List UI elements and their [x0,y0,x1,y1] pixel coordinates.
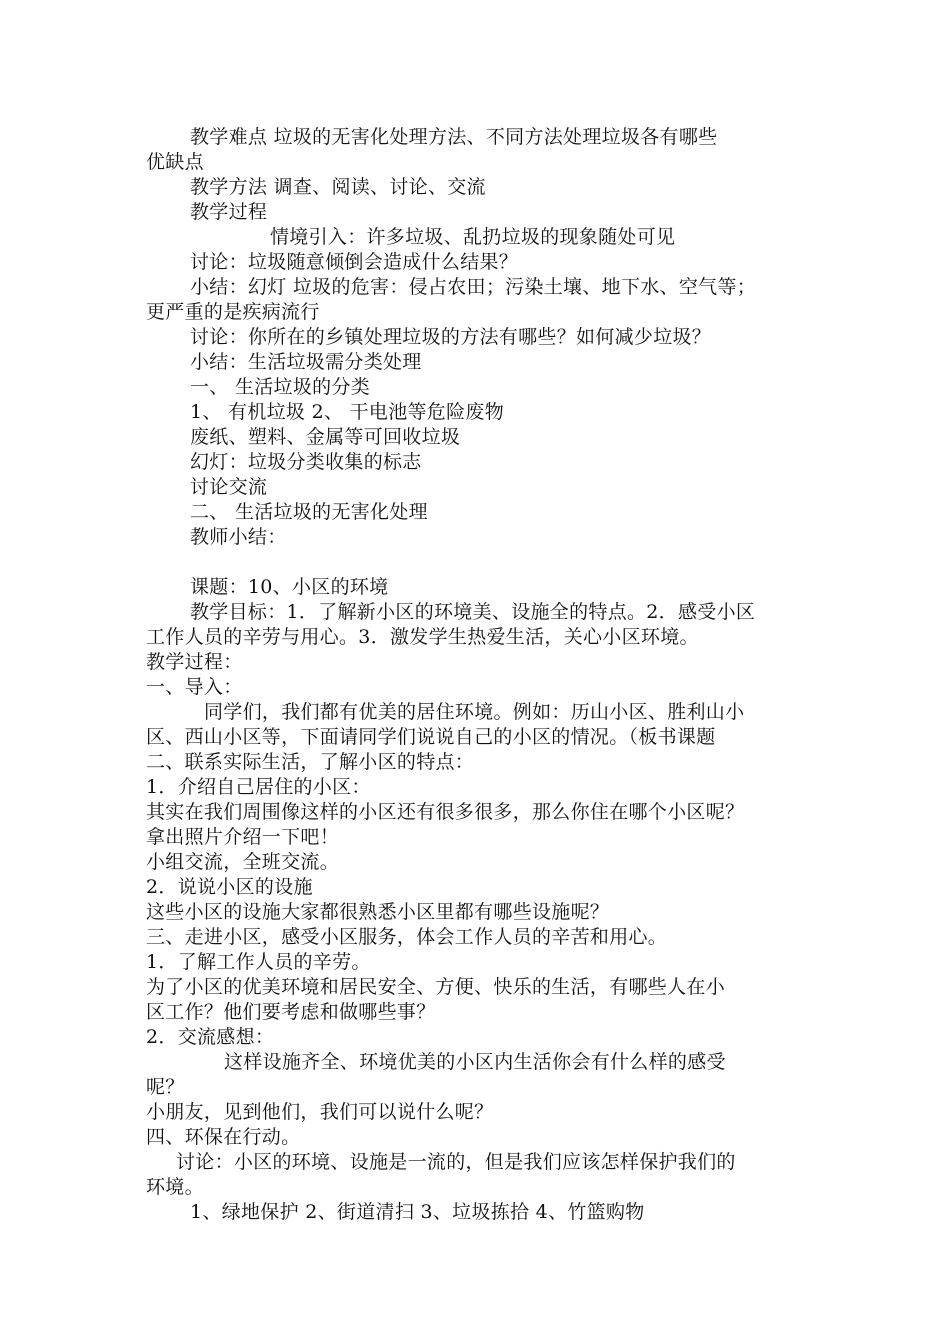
text-line: 一、导入： [146,676,243,698]
text-line: 讨论：垃圾随意倾倒会造成什么结果？ [190,251,519,273]
text-line: 课题：10、小区的环境 [190,576,389,598]
text-line: 教学目标：1．了解新小区的环境美、设施全的特点。2．感受小区 [190,601,756,623]
text-line: 小结：生活垃圾需分类处理 [190,351,422,373]
text-line: 工作人员的辛劳与用心。3．激发学生热爱生活，关心小区环境。 [146,626,699,648]
text-line: 其实在我们周围像这样的小区还有很多很多，那么你住在哪个小区呢？ [146,801,745,823]
text-line: 更严重的是疾病流行 [146,301,320,323]
text-line: 区、西山小区等，下面请同学们说说自己的小区的情况。（板书课题 [146,726,716,748]
text-line: 同学们，我们都有优美的居住环境。例如：历山小区、胜利山小 [204,701,745,723]
text-line: 小组交流，全班交流。 [146,851,340,873]
text-line: 1、绿地保护 2、街道清扫 3、垃圾拣拾 4、竹篮购物 [190,1201,645,1223]
text-line: 讨论：小区的环境、设施是一流的，但是我们应该怎样保护我们的 [176,1151,736,1173]
text-line: 2．说说小区的设施 [146,876,313,898]
text-line: 废纸、塑料、金属等可回收垃圾 [190,426,461,448]
text-line: 一、 生活垃圾的分类 [190,376,371,398]
text-line: 2．交流感想： [146,1026,275,1048]
text-line: 情境引入：许多垃圾、乱扔垃圾的现象随处可见 [270,226,676,248]
text-line: 小结：幻灯 垃圾的危害：侵占农田；污染土壤、地下水、空气等； [190,276,757,298]
text-line: 教师小结： [190,526,287,548]
text-line: 拿出照片介绍一下吧！ [146,826,340,848]
text-line: 1．了解工作人员的辛劳。 [146,951,371,973]
text-line: 三、走进小区，感受小区服务，体会工作人员的辛苦和用心。 [146,926,668,948]
text-line: 二、 生活垃圾的无害化处理 [190,501,428,523]
text-line: 1、 有机垃圾 2、 干电池等危险废物 [190,401,504,423]
text-line: 小朋友，见到他们，我们可以说什么呢？ [146,1101,494,1123]
text-line: 为了小区的优美环境和居民安全、方便、快乐的生活，有哪些人在小 [146,976,726,998]
text-line: 教学过程 [190,201,268,223]
text-line: 幻灯：垃圾分类收集的标志 [190,451,422,473]
text-line: 四、环保在行动。 [146,1126,301,1148]
text-line: 这些小区的设施大家都很熟悉小区里都有哪些设施呢？ [146,901,610,923]
text-line: 呢？ [146,1076,185,1098]
text-line: 1．介绍自己居住的小区： [146,776,371,798]
text-line: 教学过程： [146,651,243,673]
text-line: 讨论：你所在的乡镇处理垃圾的方法有哪些？如何减少垃圾？ [190,326,712,348]
text-line: 讨论交流 [190,476,268,498]
text-line: 优缺点 [146,151,204,173]
text-line: 教学方法 调查、阅读、讨论、交流 [190,176,486,198]
text-line: 环境。 [146,1176,204,1198]
text-line: 这样设施齐全、环境优美的小区内生活你会有什么样的感受 [224,1051,726,1073]
text-line: 区工作？他们要考虑和做哪些事？ [146,1001,436,1023]
text-line: 教学难点 垃圾的无害化处理方法、不同方法处理垃圾各有哪些 [190,126,718,148]
text-line: 二、联系实际生活，了解小区的特点： [146,751,475,773]
